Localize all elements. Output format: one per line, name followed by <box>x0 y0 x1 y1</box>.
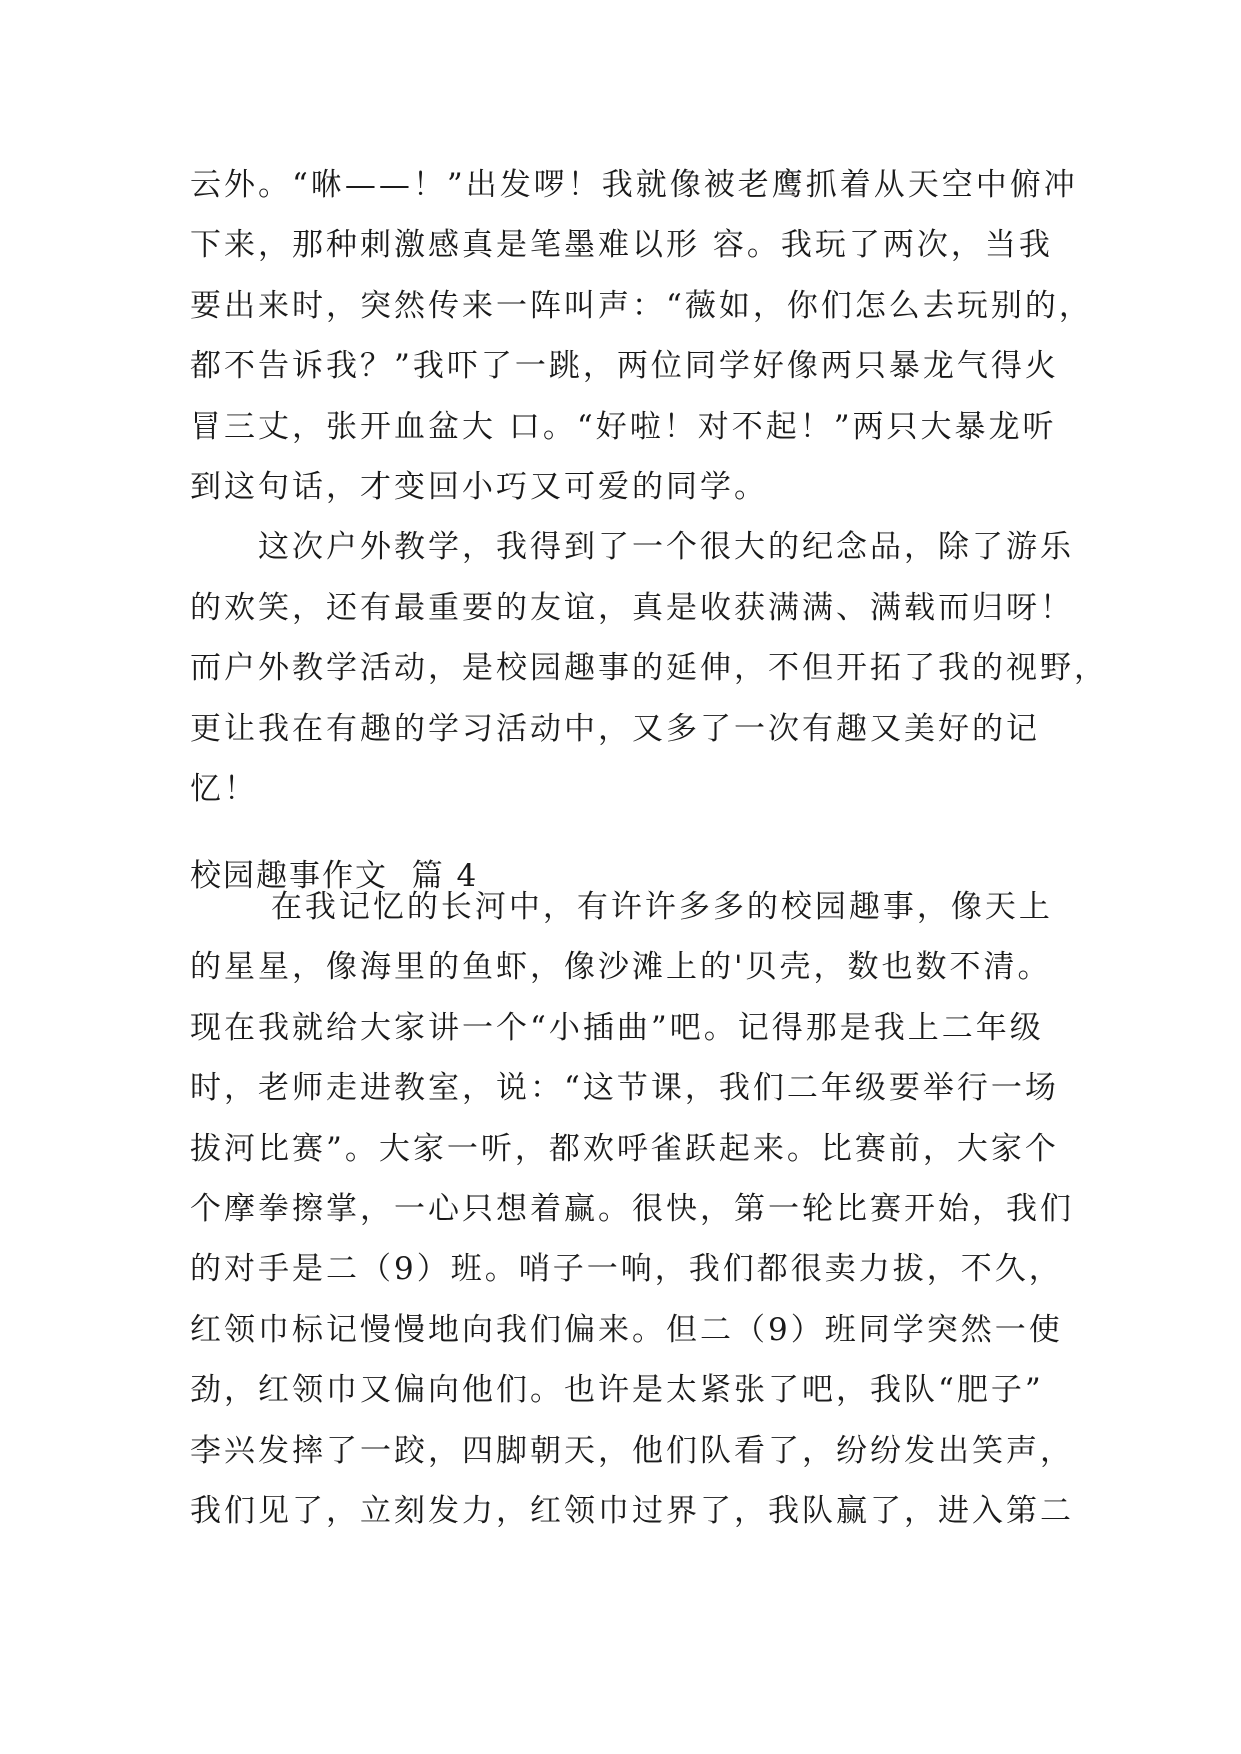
paragraph-line: 下来，那种刺激感真是笔墨难以形 容。我玩了两次，当我 <box>190 227 1053 264</box>
paragraph-line: 劲，红领巾又偏向他们。也许是太紧张了吧，我队“肥子” <box>190 1372 1044 1409</box>
paragraph-line: 都不告诉我？”我吓了一跳，两位同学好像两只暴龙气得火 <box>190 348 1059 385</box>
paragraph-line: 到这句话，才变回小巧又可爱的同学。 <box>190 468 768 505</box>
paragraph-line: 我们见了，立刻发力，红领巾过界了，我队赢了，进入第二 <box>190 1492 1074 1529</box>
paragraph-line: 冒三丈，张开血盆大 口。“好啦！对不起！”两只大暴龙听 <box>190 408 1057 445</box>
story-text-bottom <box>190 877 1074 1541</box>
paragraph-line: 云外。“咻——！”出发啰！我就像被老鹰抓着从天空中俯冲 <box>190 167 1078 203</box>
paragraph-line: 现在我就给大家讲一个“小插曲”吧。记得那是我上二年级 <box>190 1009 1044 1046</box>
paragraph-line: 忆！ <box>190 770 258 807</box>
paragraph-line: 拔河比赛”。大家一听，都欢呼雀跃起来。比赛前，大家个 <box>190 1130 1059 1167</box>
paragraph-line: 的星星，像海里的鱼虾，像沙滩上的'贝壳，数也数不清。 <box>190 949 1052 986</box>
paragraph-line: 这次户外教学，我得到了一个很大的纪念品，除了游乐 <box>190 529 1074 566</box>
section-heading: 校园趣事作文 篇 4 <box>190 858 479 894</box>
paragraph-line: 的对手是二（9）班。哨子一响，我们都很卖力拔，不久， <box>190 1251 1063 1288</box>
paragraph-line: 个摩拳擦掌，一心只想着赢。很快，第一轮比赛开始，我们 <box>190 1190 1074 1227</box>
paragraph-line: 李兴发摔了一跤，四脚朝天，他们队看了，纷纷发出笑声， <box>190 1432 1074 1469</box>
paragraph-line: 而户外教学活动，是校园趣事的延伸，不但开拓了我的视野， <box>190 650 1108 687</box>
paragraph-line: 时，老师走进教室，说：“这节课，我们二年级要举行一场 <box>190 1070 1059 1107</box>
paragraph-line: 的欢笑，还有最重要的友谊，真是收获满满、满载而归呀！ <box>190 589 1074 626</box>
paragraph-line: 红领巾标记慢慢地向我们偏来。但二（9）班同学突然一使 <box>190 1311 1063 1348</box>
paragraph-line: 要出来时，突然传来一阵叫声：“薇如，你们怎么去玩别的， <box>190 287 1093 324</box>
paragraph-line: 在我记忆的长河中，有许许多多的校园趣事，像天上 <box>190 889 1053 925</box>
paragraph-line: 更让我在有趣的学习活动中，又多了一次有趣又美好的记 <box>190 710 1040 747</box>
story-text-top <box>190 155 1108 819</box>
